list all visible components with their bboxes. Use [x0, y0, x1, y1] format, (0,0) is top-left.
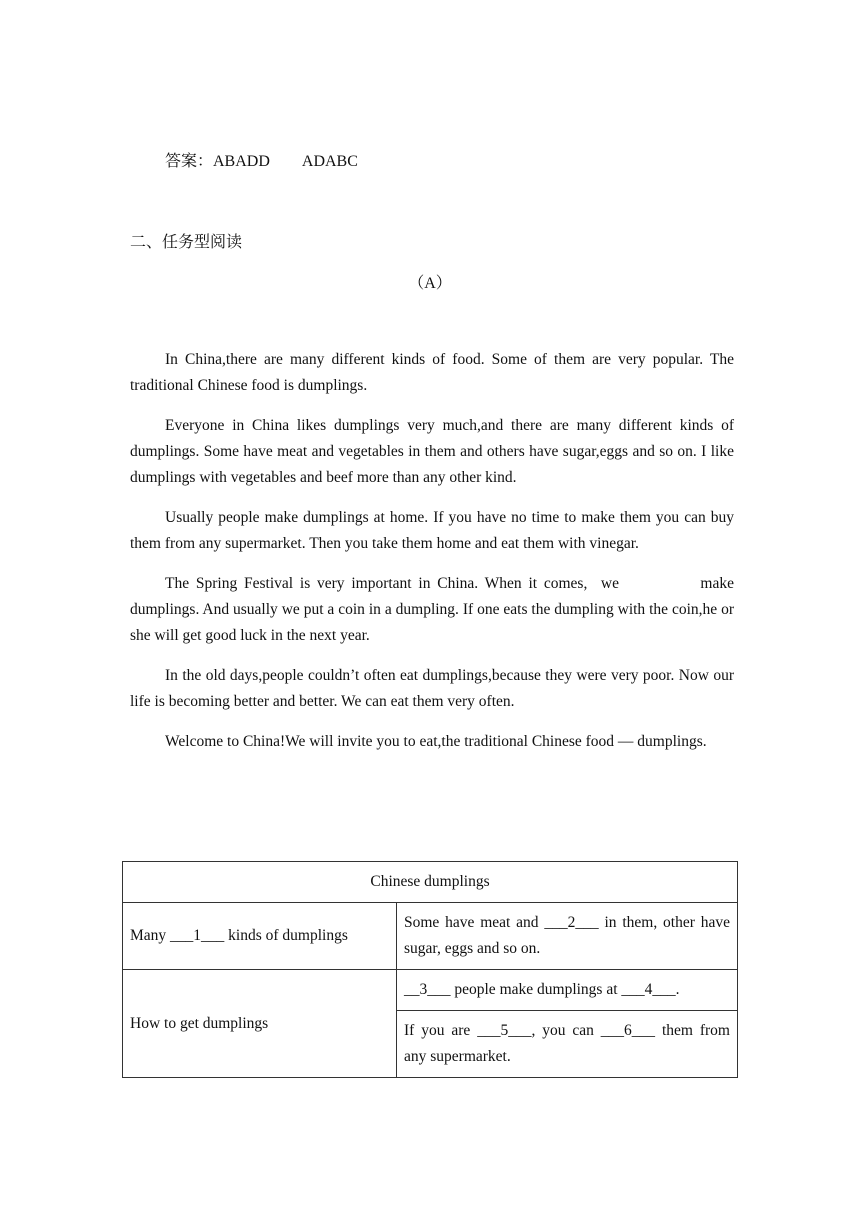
table-cell-make-at-home: __3___ people make dumplings at ___4___. [397, 970, 738, 1011]
passage-paragraph-6: Welcome to China!We will invite you to eat,the traditional Chinese food — dumplings. [165, 733, 707, 750]
table-row [123, 970, 738, 1011]
reading-passage [130, 347, 738, 769]
table-cell-buy-supermarket: If you are ___5___, you can ___6___ them from any supermarket. [397, 1011, 738, 1078]
table-header-row [123, 862, 738, 903]
passage-paragraph-1: In China,there are many different kinds of food. Some of them are very popular. The traditional Chinese food is dumplings. [130, 351, 734, 394]
passage-paragraph-2: Everyone in China likes dumplings very much,and there are many different kinds of dumplings. Some have meat and vegetables in them and others have sugar,eggs and so on. I like dumplings with vegetables and beef more than any other kind. [130, 417, 734, 486]
task-table [122, 861, 738, 1078]
table-row [123, 903, 738, 970]
table-cell-how-to-get: How to get dumplings [123, 970, 397, 1078]
passage-paragraph-4: The Spring Festival is very important in China. When it comes, we make dumplings. And usually we put a coin in a dumpling. If one eats the dumpling with the coin,he or she will get good luck in the next year. [130, 575, 738, 644]
passage-paragraph-5: In the old days,people couldn’t often eat dumplings,because they were very poor. Now our life is becoming better and better. We can eat them very often. [130, 667, 734, 710]
table-cell-kinds: Many ___1___ kinds of dumplings [123, 903, 397, 970]
passage-label: （A） [408, 275, 452, 292]
answer-key: 答案：ABADD ADABC [165, 153, 358, 170]
table-title: Chinese dumplings [123, 862, 738, 903]
table-cell-fillings: Some have meat and ___2___ in them, other have sugar, eggs and so on. [397, 903, 738, 970]
passage-paragraph-3: Usually people make dumplings at home. If you have no time to make them you can buy them from any supermarket. Then you take them home and eat them with vinegar. [130, 509, 734, 552]
section-heading: 二、任务型阅读 [130, 234, 243, 251]
